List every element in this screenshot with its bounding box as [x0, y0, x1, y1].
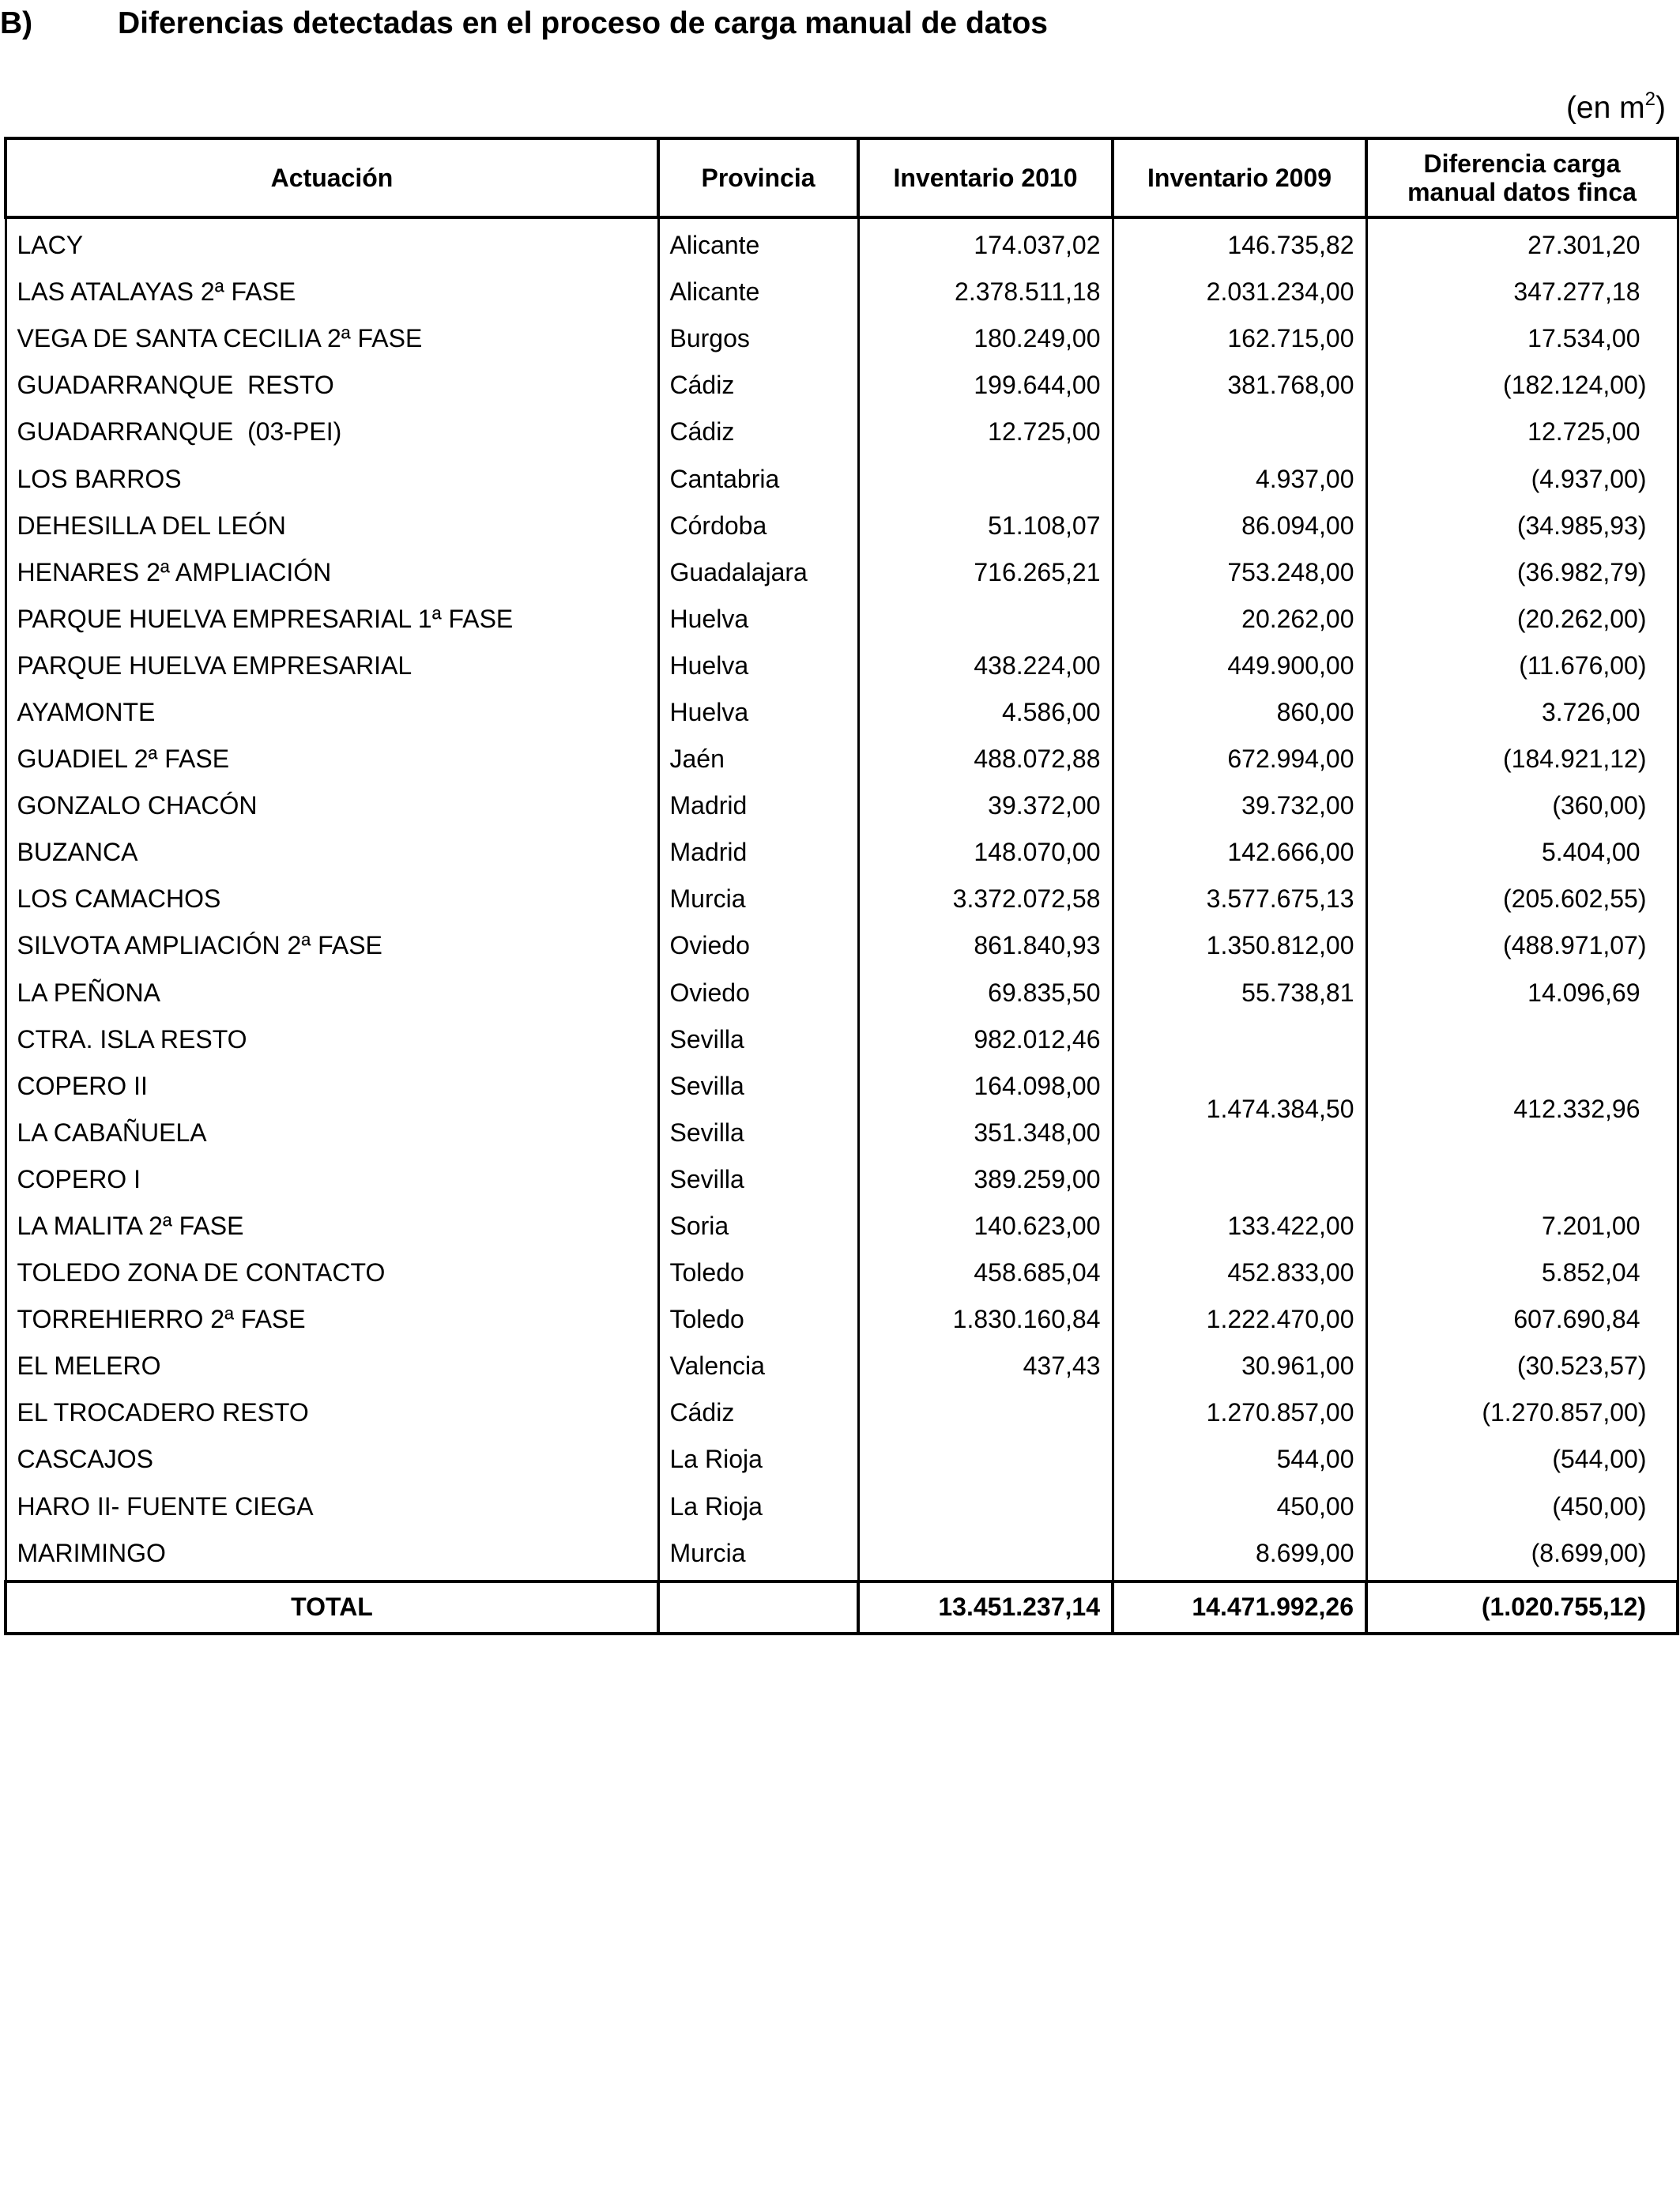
header-inventario-2010: Inventario 2010 [858, 138, 1113, 217]
row-provincia: Cádiz [658, 1389, 858, 1436]
row-inventario-2010: 2.378.511,18 [858, 269, 1113, 315]
row-provincia: Sevilla [658, 1063, 858, 1110]
row-provincia: Córdoba [658, 503, 858, 549]
row-inventario-2009: 39.732,00 [1113, 782, 1366, 829]
total-row [6, 1581, 1678, 1634]
row-inventario-2009: 30.961,00 [1113, 1343, 1366, 1389]
table-row [6, 1250, 1678, 1296]
table-row [6, 829, 1678, 876]
header-actuacion: Actuación [6, 138, 658, 217]
table-row [6, 689, 1678, 736]
table-row [6, 736, 1678, 782]
table-row [6, 922, 1678, 969]
table-row [6, 503, 1678, 549]
table-row [6, 970, 1678, 1016]
row-inventario-2010: 1.830.160,84 [858, 1296, 1113, 1343]
row-inventario-2009 [1113, 409, 1366, 455]
row-actuacion: LACY [6, 217, 658, 269]
row-inventario-2009: 1.222.470,00 [1113, 1296, 1366, 1343]
row-actuacion: CTRA. ISLA RESTO [6, 1016, 658, 1063]
section-heading [0, 2, 1680, 46]
row-provincia: Madrid [658, 782, 858, 829]
row-diferencia: (184.921,12) [1366, 736, 1678, 782]
row-provincia: Alicante [658, 269, 858, 315]
row-actuacion: LA MALITA 2ª FASE [6, 1203, 658, 1250]
table-row [6, 643, 1678, 689]
table-row [6, 1296, 1678, 1343]
table-row [6, 1530, 1678, 1581]
row-provincia: Sevilla [658, 1110, 858, 1156]
row-inventario-2009: 133.422,00 [1113, 1203, 1366, 1250]
row-actuacion: BUZANCA [6, 829, 658, 876]
total-inventario-2010: 13.451.237,14 [858, 1581, 1113, 1634]
sevilla-group-inventario-2009: 1.474.384,50 [1113, 1016, 1366, 1203]
sevilla-group-diferencia: 412.332,96 [1366, 1016, 1678, 1203]
unit-suffix: ) [1656, 91, 1666, 125]
row-inventario-2009: 381.768,00 [1113, 362, 1366, 409]
unit-label [1566, 89, 1666, 128]
row-inventario-2009: 55.738,81 [1113, 970, 1366, 1016]
row-provincia: Oviedo [658, 922, 858, 969]
row-diferencia: (8.699,00) [1366, 1530, 1678, 1581]
row-inventario-2010: 199.644,00 [858, 362, 1113, 409]
row-actuacion: GUADARRANQUE (03-PEI) [6, 409, 658, 455]
row-inventario-2009: 672.994,00 [1113, 736, 1366, 782]
row-actuacion: LA CABAÑUELA [6, 1110, 658, 1156]
row-diferencia: (11.676,00) [1366, 643, 1678, 689]
table-row [6, 782, 1678, 829]
header-diferencia-line2: manual datos finca [1407, 178, 1637, 206]
total-diferencia: (1.020.755,12) [1366, 1581, 1678, 1634]
row-diferencia: (205.602,55) [1366, 876, 1678, 922]
row-diferencia: 347.277,18 [1366, 269, 1678, 315]
table-header-row [6, 138, 1678, 217]
row-inventario-2009: 860,00 [1113, 689, 1366, 736]
row-actuacion: TOLEDO ZONA DE CONTACTO [6, 1250, 658, 1296]
row-diferencia: 3.726,00 [1366, 689, 1678, 736]
row-inventario-2009: 146.735,82 [1113, 217, 1366, 269]
row-diferencia: 14.096,69 [1366, 970, 1678, 1016]
row-inventario-2009: 452.833,00 [1113, 1250, 1366, 1296]
header-diferencia [1366, 138, 1678, 217]
row-inventario-2010: 4.586,00 [858, 689, 1113, 736]
row-provincia: Oviedo [658, 970, 858, 1016]
row-actuacion: DEHESILLA DEL LEÓN [6, 503, 658, 549]
row-actuacion: CASCAJOS [6, 1436, 658, 1483]
row-provincia: Huelva [658, 689, 858, 736]
row-provincia: Toledo [658, 1296, 858, 1343]
table-row [6, 315, 1678, 362]
total-provincia [658, 1581, 858, 1634]
row-inventario-2010: 437,43 [858, 1343, 1113, 1389]
table-row [6, 1016, 1678, 1063]
row-actuacion: LA PEÑONA [6, 970, 658, 1016]
table-row [6, 1483, 1678, 1530]
row-provincia: Burgos [658, 315, 858, 362]
row-inventario-2010: 164.098,00 [858, 1063, 1113, 1110]
row-diferencia: (34.985,93) [1366, 503, 1678, 549]
row-actuacion: GUADIEL 2ª FASE [6, 736, 658, 782]
row-inventario-2010: 140.623,00 [858, 1203, 1113, 1250]
total-inventario-2009: 14.471.992,26 [1113, 1581, 1366, 1634]
table-row [6, 217, 1678, 269]
row-actuacion: PARQUE HUELVA EMPRESARIAL [6, 643, 658, 689]
row-actuacion: SILVOTA AMPLIACIÓN 2ª FASE [6, 922, 658, 969]
table-row [6, 876, 1678, 922]
differences-table [4, 137, 1679, 1635]
row-actuacion: EL MELERO [6, 1343, 658, 1389]
row-inventario-2010 [858, 1436, 1113, 1483]
row-inventario-2010: 488.072,88 [858, 736, 1113, 782]
row-inventario-2010: 3.372.072,58 [858, 876, 1113, 922]
table-row [6, 1436, 1678, 1483]
row-inventario-2009: 4.937,00 [1113, 455, 1366, 502]
row-inventario-2010: 351.348,00 [858, 1110, 1113, 1156]
row-provincia: La Rioja [658, 1436, 858, 1483]
header-diferencia-line1: Diferencia carga [1423, 149, 1621, 178]
row-diferencia: (488.971,07) [1366, 922, 1678, 969]
table-row [6, 455, 1678, 502]
row-inventario-2009: 449.900,00 [1113, 643, 1366, 689]
row-actuacion: COPERO I [6, 1156, 658, 1203]
row-actuacion: TORREHIERRO 2ª FASE [6, 1296, 658, 1343]
row-inventario-2009: 753.248,00 [1113, 549, 1366, 596]
row-inventario-2010: 51.108,07 [858, 503, 1113, 549]
row-actuacion: LOS BARROS [6, 455, 658, 502]
row-provincia: Cádiz [658, 362, 858, 409]
row-inventario-2010: 12.725,00 [858, 409, 1113, 455]
row-inventario-2010 [858, 1389, 1113, 1436]
row-provincia: Murcia [658, 876, 858, 922]
row-provincia: Cantabria [658, 455, 858, 502]
row-inventario-2010 [858, 1530, 1113, 1581]
row-inventario-2009: 1.350.812,00 [1113, 922, 1366, 969]
row-inventario-2009: 544,00 [1113, 1436, 1366, 1483]
row-actuacion: GONZALO CHACÓN [6, 782, 658, 829]
row-actuacion: COPERO II [6, 1063, 658, 1110]
table-row [6, 1389, 1678, 1436]
row-inventario-2009: 3.577.675,13 [1113, 876, 1366, 922]
row-diferencia: (36.982,79) [1366, 549, 1678, 596]
row-provincia: Murcia [658, 1530, 858, 1581]
row-inventario-2010: 174.037,02 [858, 217, 1113, 269]
row-diferencia: (1.270.857,00) [1366, 1389, 1678, 1436]
row-diferencia: (30.523,57) [1366, 1343, 1678, 1389]
row-inventario-2010: 39.372,00 [858, 782, 1113, 829]
row-actuacion: PARQUE HUELVA EMPRESARIAL 1ª FASE [6, 596, 658, 643]
row-inventario-2009: 142.666,00 [1113, 829, 1366, 876]
row-provincia: Huelva [658, 596, 858, 643]
row-provincia: Guadalajara [658, 549, 858, 596]
row-inventario-2010: 148.070,00 [858, 829, 1113, 876]
row-provincia: Cádiz [658, 409, 858, 455]
table-row [6, 409, 1678, 455]
row-diferencia: (544,00) [1366, 1436, 1678, 1483]
row-provincia: Jaén [658, 736, 858, 782]
row-actuacion: MARIMINGO [6, 1530, 658, 1581]
row-inventario-2010: 69.835,50 [858, 970, 1113, 1016]
unit-exponent: 2 [1644, 89, 1656, 110]
table-row [6, 269, 1678, 315]
row-actuacion: VEGA DE SANTA CECILIA 2ª FASE [6, 315, 658, 362]
row-inventario-2010: 180.249,00 [858, 315, 1113, 362]
row-diferencia: 12.725,00 [1366, 409, 1678, 455]
row-inventario-2009: 2.031.234,00 [1113, 269, 1366, 315]
row-actuacion: AYAMONTE [6, 689, 658, 736]
row-inventario-2009: 86.094,00 [1113, 503, 1366, 549]
header-provincia: Provincia [658, 138, 858, 217]
row-inventario-2010 [858, 1483, 1113, 1530]
unit-prefix: (en m [1565, 91, 1645, 125]
row-actuacion: EL TROCADERO RESTO [6, 1389, 658, 1436]
row-actuacion: HARO II- FUENTE CIEGA [6, 1483, 658, 1530]
page-title: Diferencias detectadas en el proceso de carga manual de datos [118, 6, 1048, 40]
header-inventario-2009: Inventario 2009 [1113, 138, 1366, 217]
table-row [6, 1203, 1678, 1250]
row-inventario-2009: 20.262,00 [1113, 596, 1366, 643]
row-diferencia: 17.534,00 [1366, 315, 1678, 362]
row-inventario-2010: 716.265,21 [858, 549, 1113, 596]
row-actuacion: LAS ATALAYAS 2ª FASE [6, 269, 658, 315]
row-inventario-2010 [858, 455, 1113, 502]
table-row [6, 596, 1678, 643]
row-provincia: Alicante [658, 217, 858, 269]
row-diferencia: 7.201,00 [1366, 1203, 1678, 1250]
row-inventario-2010: 982.012,46 [858, 1016, 1113, 1063]
row-actuacion: HENARES 2ª AMPLIACIÓN [6, 549, 658, 596]
row-inventario-2009: 450,00 [1113, 1483, 1366, 1530]
row-diferencia: 607.690,84 [1366, 1296, 1678, 1343]
row-inventario-2010 [858, 596, 1113, 643]
row-provincia: Sevilla [658, 1156, 858, 1203]
total-label: TOTAL [6, 1581, 658, 1634]
row-provincia: La Rioja [658, 1483, 858, 1530]
row-diferencia: (450,00) [1366, 1483, 1678, 1530]
table-row [6, 362, 1678, 409]
row-provincia: Huelva [658, 643, 858, 689]
row-diferencia: 5.852,04 [1366, 1250, 1678, 1296]
row-inventario-2010: 861.840,93 [858, 922, 1113, 969]
row-provincia: Soria [658, 1203, 858, 1250]
row-inventario-2009: 8.699,00 [1113, 1530, 1366, 1581]
row-inventario-2010: 389.259,00 [858, 1156, 1113, 1203]
row-diferencia: 5.404,00 [1366, 829, 1678, 876]
row-inventario-2009: 1.270.857,00 [1113, 1389, 1366, 1436]
row-diferencia: 27.301,20 [1366, 217, 1678, 269]
row-diferencia: (4.937,00) [1366, 455, 1678, 502]
table-row [6, 1343, 1678, 1389]
section-letter: B) [0, 6, 33, 40]
row-actuacion: GUADARRANQUE RESTO [6, 362, 658, 409]
row-provincia: Sevilla [658, 1016, 858, 1063]
row-provincia: Valencia [658, 1343, 858, 1389]
row-inventario-2009: 162.715,00 [1113, 315, 1366, 362]
row-provincia: Toledo [658, 1250, 858, 1296]
row-inventario-2010: 458.685,04 [858, 1250, 1113, 1296]
row-diferencia: (182.124,00) [1366, 362, 1678, 409]
row-inventario-2010: 438.224,00 [858, 643, 1113, 689]
row-provincia: Madrid [658, 829, 858, 876]
row-diferencia: (360,00) [1366, 782, 1678, 829]
row-actuacion: LOS CAMACHOS [6, 876, 658, 922]
row-diferencia: (20.262,00) [1366, 596, 1678, 643]
table-row [6, 549, 1678, 596]
